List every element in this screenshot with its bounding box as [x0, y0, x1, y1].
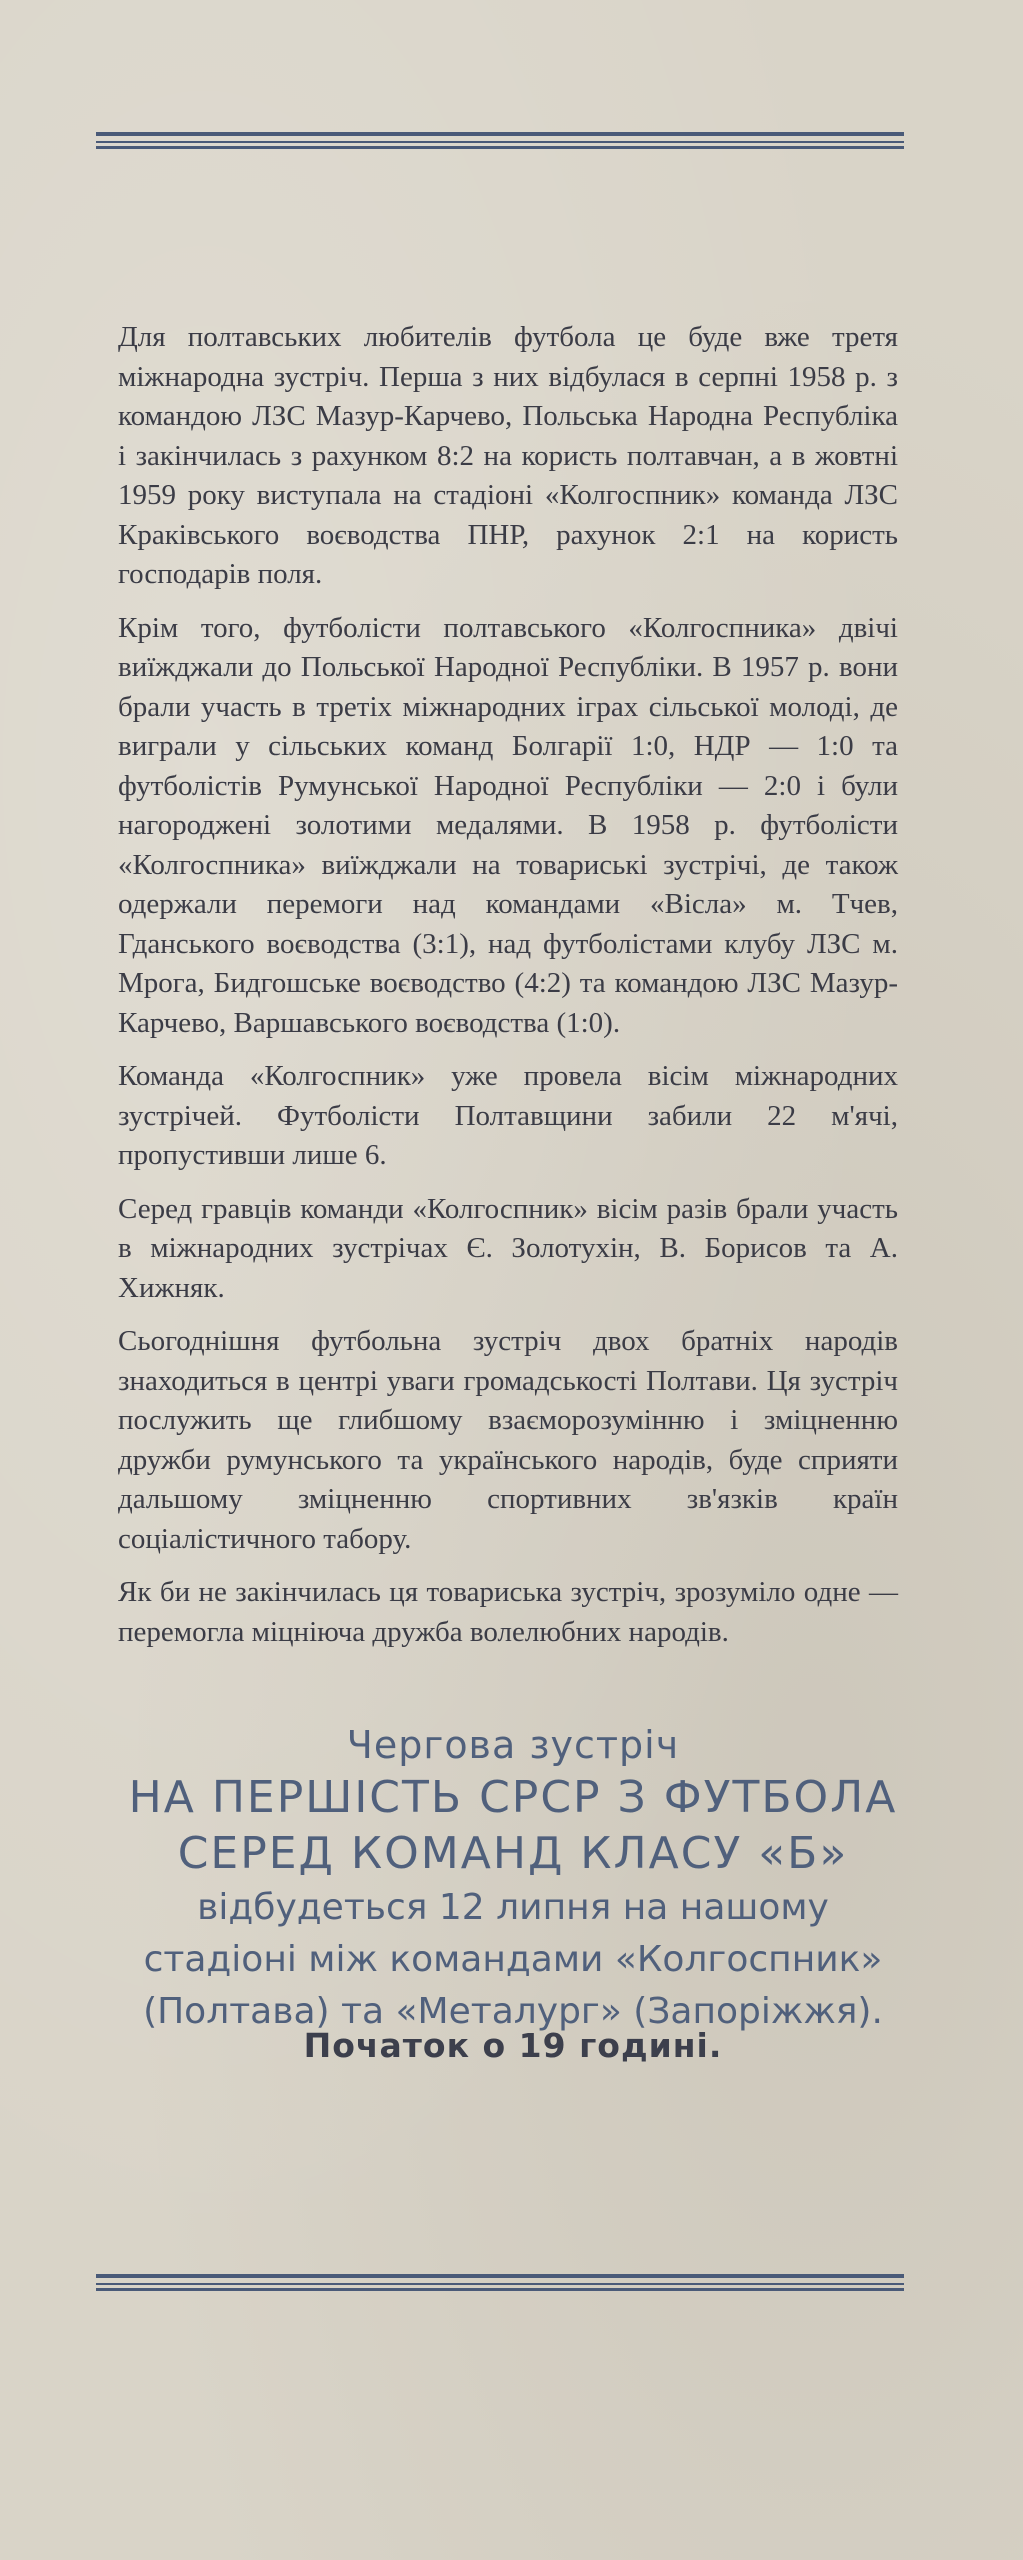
start-time: Початок о 19 годині. [303, 2026, 723, 2065]
announcement-date: відбудеться 12 липня на нашому [197, 1887, 829, 1928]
top-divider [96, 132, 904, 136]
announcement-cities: (Полтава) та «Металург» (Запоріжжя). [143, 1991, 883, 2032]
next-match-announcement [118, 1720, 908, 2038]
announcement-heading: Чергова зустріч [346, 1723, 680, 1767]
announcement-class: СЕРЕД КОМАНД КЛАСУ «Б» [177, 1828, 849, 1879]
article-paragraph-2: Крім того, футболісти полтавського «Колгоспника» двічі виїжджали до Польської Народної Республіки. В 1957 р. вони брали участь в третіх міжнародних іграх сільської молоді, де виграли у сільських команд Болгарії 1:0, НДР — 1:0 та футболістів Румунської Народної Республіки — 2:0 і були нагороджені золотими медалями. В 1958 р. футболісти «Колгоспника» виїжджали на товариські зустрічі, де також одержали перемоги над командами «Вісла» м. Тчев, Гданського воєводства (3:1), над футболістами клубу ЛЗС м. Мрога, Бидгошське воєводство (4:2) та командою ЛЗС Мазур-Карчево, Варшавського воєводства (1:0). [118, 611, 898, 1039]
announcement-teams: стадіоні між командами «Колгоспник» [143, 1939, 883, 1980]
article-paragraph-4: Серед гравців команди «Колгоспник» вісім разів брали участь в міжнародних зустрічах Є. Золотухін, В. Борисов та А. Хижняк. [118, 1192, 898, 1304]
bottom-divider [96, 2274, 904, 2278]
article-body [118, 318, 898, 1666]
article-paragraph-5: Сьогоднішня футбольна зустріч двох братніх народів знаходиться в центрі уваги громадськості Полтави. Ця зустріч послужить ще глибшому взаєморозумінню і зміцненню дружби румунського та українського народів, буде сприяти дальшому зміцненню спортивних зв'язків країн соціалістичного табору. [118, 1325, 898, 1555]
article-paragraph-6: Як би не закінчилась ця товариська зустріч, зрозуміло одне — перемогла міцніюча дружба волелюбних народів. [118, 1576, 898, 1648]
announcement-championship: НА ПЕРШІСТЬ СРСР З ФУТБОЛА [128, 1772, 898, 1823]
article-paragraph-1: Для полтавських любителів футбола це буде вже третя міжнародна зустріч. Перша з них відбулася в серпні 1958 р. з командою ЛЗС Мазур-Карчево, Польська Народна Республіка і закінчилась з рахунком 8:2 на користь полтавчан, а в жовтні 1959 року виступала на стадіоні «Колгоспник» команда ЛЗС Краківського воєводства ПНР, рахунок 2:1 на користь господарів поля. [118, 321, 898, 590]
article-paragraph-3: Команда «Колгоспник» уже провела вісім міжнародних зустрічей. Футболісти Полтавщини забили 22 м'ячі, пропустивши лише 6. [118, 1060, 898, 1171]
